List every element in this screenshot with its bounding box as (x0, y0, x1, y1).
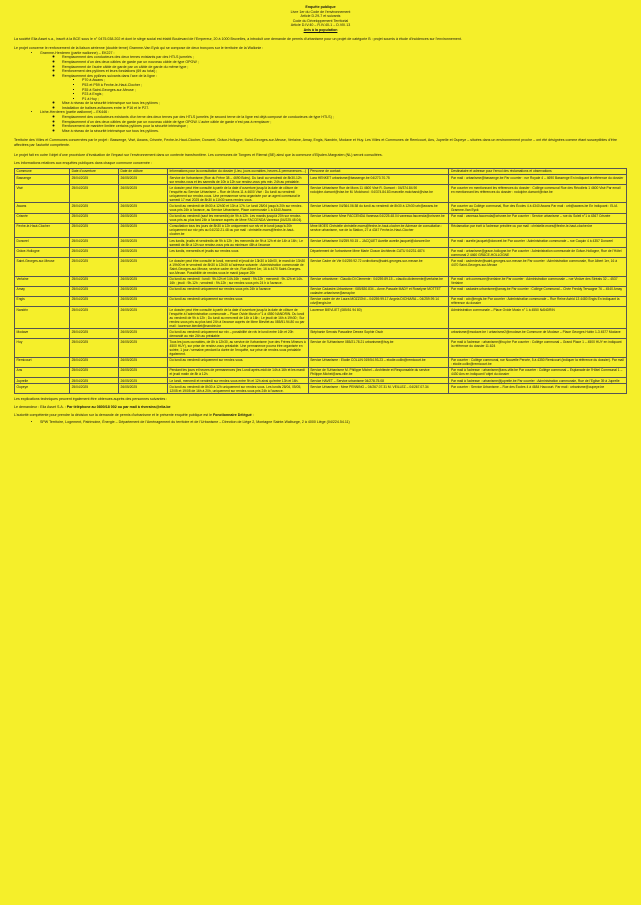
demandeur-contact: Par téléphone au 0800/18 002 ou par mail à riverains@elia.be (66, 404, 171, 409)
table-cell: 26/05/2025 (119, 329, 168, 339)
table-cell: Pendant les jours et heures de permanences (les Lundi après-midi de 14h à 16h et les mardi et jeudi matin de 8h à 12h. (167, 367, 308, 377)
pylon-item: ▪ P23 à Engis ; (82, 92, 627, 97)
communes-table (14, 168, 627, 395)
table-cell: Service urbanisme : Claudio Di Clemente : 04/259.89.15 – claudio.diclemente@verlaine.be (308, 276, 449, 286)
column-header: Informations pour la consultation du dossier (Lieu, jours ouvrables, heures & permanences…) (167, 168, 308, 174)
table-cell: 25/04/2025 (70, 213, 119, 223)
table-cell: Administration communale – Place Ovide Musin n° 1 à 4550 NANDRIN (449, 307, 627, 329)
table-cell: Par courrier au Collège communal, Rue des Écoles 4 à 4340 Awans Par mail : urb@awans.be En indiquant : ELIA Gramme-Van Eyck (449, 203, 627, 213)
project-item (62, 74, 627, 102)
table-cell: Service HAVET – Service urbanisme 04/278.75.08 (308, 378, 449, 384)
table-cell: Juprelle (15, 378, 70, 384)
table-cell: Service Urbanisme 04/259.90.15 – JACQUET Aurélie aurelie.jacquet@donceel.be (308, 237, 449, 247)
table-caption: Les informations relatives aux enquêtes publiques dans chaque commune concernée : (14, 161, 152, 166)
table-cell: Le lundi, mercredi et vendredi sur rendez-vous entre 9h et 12h ainsi qu'entre 13h et 16h. (167, 378, 308, 384)
table-cell: 26/05/2025 (119, 378, 168, 384)
table-cell: Par courrier en mentionnant les références du dossier : Collège communal Rue des Récollets 1 4600 Visé Par email en mentionnant les références du dossier : rodolphe.dumont@vise.be (449, 185, 627, 203)
pylon-item: ▪ P1 à Huy ; (82, 97, 627, 102)
table-row (15, 384, 627, 394)
table-cell: Awans (15, 203, 70, 213)
table-cell: Les lundis, jeudis et vendredis de 9h à 12h ; les mercredis de 9h à 12h et de 14h à 16h ; Le samedi de 8h à 12h sur rendez-vous pris au minimum 48h à l'avance (167, 237, 308, 247)
table-row (15, 367, 627, 377)
table-cell: Huy (15, 339, 70, 357)
avis-heading: Avis à la population (303, 27, 338, 32)
footer-explications: Les explications techniques peuvent également être obtenues auprès des personnes suivantes : (14, 397, 168, 402)
project-section-title: Lixhe-Herderen (partie wallonne) – EK446 : (40, 110, 110, 115)
table-cell: 26/05/2025 (119, 213, 168, 223)
spw-list (14, 420, 627, 425)
spw-address: • SPW Territoire, Logement, Patrimoine, Énergie – Département de l'Aménagement du territoire et de l'Urbanisme – Direction de Liège 2, Montagne Sainte-Walburge, 2 à 4000 Liège (04/224.54.11) (40, 420, 627, 425)
table-cell: 25/04/2025 (70, 307, 119, 329)
table-cell: Engis (15, 296, 70, 306)
table-cell: Le dossier peut être consulté le lundi, mercredi et jeudi de 13h30 à 16h00, le mardi de 13h30 à 19h00 et le vendredi de 8h30 à 12h30 à l'adresse suivante : Administration communale de Saint-Georges-sur-Meuse, service cadre de vie, Rue Albert 1er, 16 à 4470 Saint-Georges-sur-Meuse. Possibilité de rendez-vous le mardi jusque 20h (167, 258, 308, 276)
header-line-2: Article D.29-7 et suivants (300, 14, 341, 19)
intro-paragraph: La société Elia Asset s.a., inscrit à la BCE sous le n° 0475.038.202 et dont le siège social est établi Boulevard de l'Empereur, 20 à 1000 Bruxelles, a introduit une demande de permis d'urbanisme pour un projet de catégorie B : projet soumis à étude d'incidences sur l'environnement. (14, 36, 462, 41)
table-cell: 25/04/2025 (70, 237, 119, 247)
table-cell: 26/05/2025 (119, 276, 168, 286)
table-cell: Le dossier peut être consulté à partir de la date d'ouverture jusqu'à la date de clôture de l'enquête à l'administration communale – Place Ovide Musin n°1 à 4550 NANDRIN. Du lundi au vendredi de 9h à 12h ; Du lundi au mercredi de 14h à 16h ; Le jeudi de 16h à 19h30 ; Sur rendez-vous pris au plus tard 24h à l'avance auprès de Mme Bievliet au 085/51.94.80 ou par mail : laurence.bievliet@nandrin.be (167, 307, 308, 329)
table-cell: Mme MOES Christelle christelle.moes@fexhe-le-haut-clocher.be Adresse de consultation : service urbanisme, rue de la Station, 27 à 4347 Fexhe-le-Haut-Clocher (308, 223, 449, 237)
table-cell: Par mail : cdv@engis.be Par courrier : Administration communale – Rue Reine Astrid 13 4480 Engis En indiquant la référence du dossier (449, 296, 627, 306)
table-cell: Donceel (15, 237, 70, 247)
footer-demandeur (14, 405, 627, 410)
pylon-list (62, 78, 627, 101)
table-cell: Du lundi au vendredi uniquement sur rendez-vous (167, 296, 308, 306)
table-cell: Remicourt (15, 357, 70, 367)
project-description (14, 46, 627, 133)
project-item-text: Mise à niveau de la sécurité intrinsèque sur tous les pylônes ; (62, 101, 160, 106)
table-cell: Par mail : cadredevie@saint-georges-sur-meuse.be Par courrier : Administration communale, Rue Albert 1er, 16 à 4470 Saint-Georges-sur-Meuse (449, 258, 627, 276)
project-item-text: Remplacement d'un des deux câbles de garde par un nouveau câble de type OPGW ; (62, 59, 199, 64)
table-cell: Service de l'Urbanisme M. Philippe Michel – Architecte et Responsable du service Philippe.Michel@ans-ville.be (308, 367, 449, 377)
table-cell: 26/05/2025 (119, 367, 168, 377)
table-cell: urbanisme@modave.be / urbanisme2@modave.be Commune de Modave – Place Georges Hubin 1-3 4577 Modave (449, 329, 627, 339)
project-item-text: Remplacement des conducteurs des deux ternes existants par des HTLS jumelés ; (62, 55, 194, 60)
table-cell: Par mail à l'adresse : urbanisme@ans-ville.be Par courrier : Collège communal – Esplanade de l'Hôtel Communal 1 – 4430 Ans en indiquant l'objet du dossier (449, 367, 627, 377)
table-cell: Service de l'Urbanisme 085/21.78.21 urbanisme@huy.be (308, 339, 449, 357)
table-cell: 25/04/2025 (70, 286, 119, 296)
table-cell: Par mail : urb.commune@verlaine.be Par courrier : Administration communale – rue Vinâve des Stréats 32 – 4537 Verlaine (449, 276, 627, 286)
table-cell: Du lundi au vendredi de 8h30 à 12h30 et 13h à 17h. Le lundi 28/04 jusqu'à 20h sur rendez-vous pris 24h à l'avance, au Service Urbanisme, Place communale 1 à 4340 Awans (167, 203, 308, 213)
table-cell: Par mail : urbanisme@grace-hollogne.be Par courrier : Administration communale de Grâce-Hollogne, Rue de l'Hôtel communal 2 4460 GRÂCE-HOLLOGNE (449, 248, 627, 258)
table-cell: Réclamation par écrit à l'adresse précitée ou par mail : christelle.moes@fexhe-le-haut-clocher.be (449, 223, 627, 237)
table-cell: Saint-Georges-sur-Meuse (15, 258, 70, 276)
table-row (15, 276, 627, 286)
territoires-paragraph: Territoire des Villes et Communes concernées par le projet : Bassenge, Visé, Awans, Crisnée, Fexhe-le-Haut-Clocher, Donceel, Grâce-Hollogne, Saint-Georges-sur-Meuse, Verlaine, Amay, Engis, Nandrin, Modave et Huy. Les Villes et Communes de Remicourt, Ans, Juprelle et Oupeye – situées dans un environnement proche – ont été désignées comme étant susceptibles d'être affectées par l'autorité compétente. (14, 138, 617, 148)
table-cell: Par mail à l'adresse : urbanisme@juprelle.be Par courrier : Administration communale, Rue de l'Eglise 39 à Juprelle (449, 378, 627, 384)
table-cell: 25/04/2025 (70, 296, 119, 306)
table-cell: Du lundi au vendredi uniquement sur rdv – possibilité de rdv le lundi entre 16h et 20h demandé au min 24h au préalable (167, 329, 308, 339)
autorite-text: L'autorité compétente pour prendre la décision sur la demande de permis d'urbanisme et le présente enquête publique est le (14, 412, 212, 417)
pylon-item: ▪ P53 et P59 à Fexhe-le-Haut-Clocher ; (82, 83, 627, 88)
project-intro: Le projet concerne le renforcement de la liaison aérienne (double terne) Gramme-Van Eyck qui se compose de deux tronçons sur le territoire de la Wallonie : (14, 46, 264, 51)
table-cell: Lara HENKET urbanisme@bassenge.be 04/273.70.75 (308, 175, 449, 185)
project-section (40, 51, 627, 111)
table-cell: Par mail : aurelie.jacquet@donceel.be Par courrier : Administration communale – rue Caquin 4 à 4357 Donceel (449, 237, 627, 247)
table-cell: Par mail : vanessa.faccenda@crisnee.be Par courrier : Service urbanisme – rue du Soleil n°1 à 4367 Crisnée (449, 213, 627, 223)
footer-autorite (14, 413, 627, 418)
table-cell: Fexhe-le-Haut-Clocher (15, 223, 70, 237)
table-cell: Service Cadre de Vie 04/259.92.72 cvdirctions@saint-georges-sur-meuse.be (308, 258, 449, 276)
column-header: Personne de contact (308, 168, 449, 174)
table-cell: Département de l'urbanisme Mme Marie Closon Architecte-CATU 04/231.4874 (308, 248, 449, 258)
table-cell: Service de l'urbanisme (Rue du Frêne 38 – 4690 Boirs). Du lundi au vendredi de 8h30-12h sur rendez-vous et les samedis de 10h à 12h sur rendez-vous pris min. 24h au préalable. (167, 175, 308, 185)
project-item-text: Remplacement de l'autre câble de garde par un câble de garde du même type ; (62, 64, 189, 69)
table-cell: 25/04/2025 (70, 248, 119, 258)
table-row (15, 203, 627, 213)
table-cell: Nandrin (15, 307, 70, 329)
column-header: Date d'ouverture (70, 168, 119, 174)
project-item-text: Remplacement des conducteurs existants d'un terne des deux ternes par des HTLS jumelés (le second terne de la ligne est déjà composé de conducteurs de type HTLS) ; (62, 115, 334, 120)
table-cell: Par courrier : Collège communal, rue Nouvelle Percée, 5 à 4350 Remicourt (indiquer la référence du dossier). Par mail : elodie.collin@remicourt.be (449, 357, 627, 367)
table-cell: Service Cadastre-Urbanisme : 085/830.834 – Anne-Pascale MADY et Roselyne MOTTET cadastre.urbanisme@amay.be (308, 286, 449, 296)
table-cell: 26/05/2025 (119, 185, 168, 203)
table-cell: Par courrier : Service Urbanisme – Rue des Écoles 4 à 4684 Haccourt. Par mail : urbanisme@oupeye.be (449, 384, 627, 394)
header-line-1: Livre 1er du Code de l'environnement (290, 9, 351, 14)
table-cell: 26/05/2025 (119, 248, 168, 258)
table-cell: Le dossier peut être consulté à partir de la date d'ouverture jusqu'à la date de clôture de l'enquête au Service Urbanisme – Rue de Mons 11 à 4600 Visé : Du lundi au vendredi uniquement sur rendez-vous. Une permanence sera organisée par un agent communal le samedi 17 mai 2025 de 8h30 à 11h30 sans rendez-vous. (167, 185, 308, 203)
table-cell: 26/05/2025 (119, 307, 168, 329)
table-cell: Du lundi au vendredi de 8h30 à 12h uniquement sur rendez-vous. Les lundis 28/04, 05/05, 12/05 et 19/05 de 16h à 20h, uniquement sur rendez-vous pris 24h à l'avance. (167, 384, 308, 394)
table-cell: 25/04/2025 (70, 203, 119, 213)
table-cell: Service Urbanisme : Mme PENNING – 04/267.07.31 M. VEILLEZ – 04/267.07.34 (308, 384, 449, 394)
table-row (15, 329, 627, 339)
header-line-4: Article D.IV.40 – R.IV.40-1 – D.VIII.13 (290, 23, 351, 28)
table-cell: Tous les jours ouvrables, de 8h à 12h30, au service de l'urbanisme (rue des Frères Mineurs à 4500 HUY), sur prise de rendez-vous préalable. Une permanence pourra être organisée en soirée, 1 jour / semaine pendant la durée de l'enquête, sur prise de rendez-vous préalable également. (167, 339, 308, 357)
table-cell: Les lundis, mercredis et jeudis sur rendez-vous (167, 248, 308, 258)
table-cell: Service Urbanisme : Elodie COLLIN 019/54.93.23 – elodie.collin@remicourt.be (308, 357, 449, 367)
table-row (15, 175, 627, 185)
project-sections-list (14, 51, 627, 134)
table-row (15, 286, 627, 296)
table-cell: Service cadre de vie Laura MOZZONI – 04/259.99.17 Angela DICHIARA – 04/259.99.14 cdv@engis.be (308, 296, 449, 306)
table-cell: Service Urbanisme Mme FACCENDA Vanessa 04/225.48.04 vanessa.faccenda@crisnee.be (308, 213, 449, 223)
project-item-text: Remplacement d'un des deux câbles de garde par un nouveau câble de type OPGW. L'autre câble de garde n'est pas à remplacer ; (62, 119, 272, 124)
table-row (15, 296, 627, 306)
table-cell: Par mail : urbanisme@bassenge.be Par courrier : rue Royale 4 – 4690 Bassenge En indiquant la référence du dossier (449, 175, 627, 185)
table-cell: 25/04/2025 (70, 367, 119, 377)
table-cell: Visé (15, 185, 70, 203)
table-row (15, 223, 627, 237)
project-item (62, 129, 627, 134)
table-cell: Grâce-Hollogne (15, 248, 70, 258)
table-cell: 26/05/2025 (119, 357, 168, 367)
table-cell: Laurence BIEVLIET (085/51 94 80) (308, 307, 449, 329)
column-header: Destinataire et adresse pour l'envoi des réclamations et observations (449, 168, 627, 174)
table-cell: 25/04/2025 (70, 258, 119, 276)
table-cell: Crisnée (15, 213, 70, 223)
column-header: Date de clôture (119, 168, 168, 174)
project-item-text: Mise à niveau de la sécurité intrinsèque sur tous les pylônes. (62, 128, 159, 133)
project-item-text: Installation de balises avifaunes entre le P16 et le P27. (62, 105, 150, 110)
table-row (15, 248, 627, 258)
table-cell: 26/05/2025 (119, 258, 168, 276)
table-cell: Amay (15, 286, 70, 296)
table-cell: 26/05/2025 (119, 203, 168, 213)
table-row (15, 237, 627, 247)
table-cell: 25/04/2025 (70, 185, 119, 203)
column-header: Commune (15, 168, 70, 174)
table-cell: Par mail : cadastre.urbanisme@amay.be Par courrier : Collège Communal – Chée Freddy Terwagne 76 – 4540 Amay (449, 286, 627, 296)
table-row (15, 307, 627, 329)
table-cell: 25/04/2025 (70, 378, 119, 384)
table-cell: 25/04/2025 (70, 357, 119, 367)
table-cell: 26/05/2025 (119, 296, 168, 306)
project-section-title: Gramme-Herderen (partie wallonne) – EK227 : (40, 50, 115, 55)
table-cell: Ans (15, 367, 70, 377)
table-cell: Bassenge (15, 175, 70, 185)
header-line-3: Code du Développement Territorial (292, 18, 349, 23)
table-cell: Service Urbanisme 04/364.06.58 du lundi au vendredi de 8h30 à 12h30 urb@awans.be (308, 203, 449, 213)
pylon-item: ▪ P35 à Saint-Georges-sur-Meuse ; (82, 88, 627, 93)
table-cell: 25/04/2025 (70, 223, 119, 237)
project-section-items (40, 115, 627, 133)
table-row (15, 185, 627, 203)
table-row (15, 357, 627, 367)
demandeur-label: Le demandeur : Elia Asset S.A. : (14, 404, 66, 409)
table-cell: Modave (15, 329, 70, 339)
pylon-item: ▪ P70 à Awans ; (82, 78, 627, 83)
table-cell: Par mail à l'adresse : urbanisme@huy.be Par courrier : Collège communal – Grand Place 1 – 4500 HUY en indiquant la référence du dossier 11.624 (449, 339, 627, 357)
project-item-text: Renforcement de manière limitée certains pylônes pour la sécurité intrinsèque ; (62, 124, 189, 129)
incidences-paragraph: Le projet fait en outre l'objet d'une procédure d'évaluation de l'impact sur l'environnement dans un contexte transfrontière. Les communes de Tongres et Riemst (BE) ainsi que la commune d'Eijsden-Margraten (NL) seront consultées. (14, 152, 383, 157)
notice-header (14, 5, 627, 33)
table-body (15, 175, 627, 394)
table-cell: Consultation tous les jours de 8h30 à 12h uniquement sur rdv et le lundi jusqu'à 20h uniquement sur rdv pris au 04/232.21.48 ou par mail : christelle.moes@fexhe-le-haut-clocher.be (167, 223, 308, 237)
table-row (15, 339, 627, 357)
table-cell: 25/04/2025 (70, 384, 119, 394)
project-section (40, 110, 627, 133)
table-cell: Stéphanie Servais Pascaline Dewez Sophie Osoh (308, 329, 449, 339)
table-cell: Verlaine (15, 276, 70, 286)
table-cell: Oupeye (15, 384, 70, 394)
table-cell: 26/05/2025 (119, 339, 168, 357)
table-cell: 26/05/2025 (119, 237, 168, 247)
table-cell: 26/05/2025 (119, 175, 168, 185)
table-row (15, 258, 627, 276)
table-cell: Du lundi au vendredi (sauf les mercredis) de 9h à 12h. Les mardis jusqu'à 20h sur rendez-vous pris au plus tard 24h à l'avance auprès de Mme FACCENDA Vanessa (04/225.48.04). (167, 213, 308, 223)
table-cell: 25/04/2025 (70, 276, 119, 286)
footer (14, 397, 627, 424)
table-cell: 25/04/2025 (70, 339, 119, 357)
project-item-text: Renforcement des pylônes et leurs fondations (69 au total) ; (62, 69, 158, 74)
project-item-text: Remplacement des pylônes suivants dans l'axe de la ligne : (62, 73, 157, 78)
autorite-colon: : (252, 412, 254, 417)
table-cell: Du lundi au vendredi uniquement sur rendez-vous pris 24h à l'avance (167, 286, 308, 296)
table-row (15, 213, 627, 223)
table-cell: Du lundi au vendredi : lundi : 9h-12h et 14h-16h ; mardi : 9h-12h ; mercredi : 9h-12h et 14h-16h ; jeudi : 9h-12h ; vendredi : 9h-12h ; sur rendez-vous pris 24 h à l'avance. (167, 276, 308, 286)
project-section-items (40, 55, 627, 110)
table-cell: 26/05/2025 (119, 286, 168, 296)
autorite-name: Fonctionnaire Délégué (212, 412, 252, 417)
table-cell: 25/04/2025 (70, 329, 119, 339)
notice-title: Enquête publique (305, 5, 336, 9)
table-cell: Du lundi au vendredi uniquement sur rendez-vous. (167, 357, 308, 367)
table-cell: 26/05/2025 (119, 223, 168, 237)
table-cell: 25/04/2025 (70, 175, 119, 185)
table-cell: Service Urbanisme Rue de Mons 11 4600 Visé R. Dumont : 04/374.84.90 rodolphe.dumont@vise.be M. Molchand : 04/374.84.83 marcelle.molchand@vise.be (308, 185, 449, 203)
table-cell: 26/05/2025 (119, 384, 168, 394)
